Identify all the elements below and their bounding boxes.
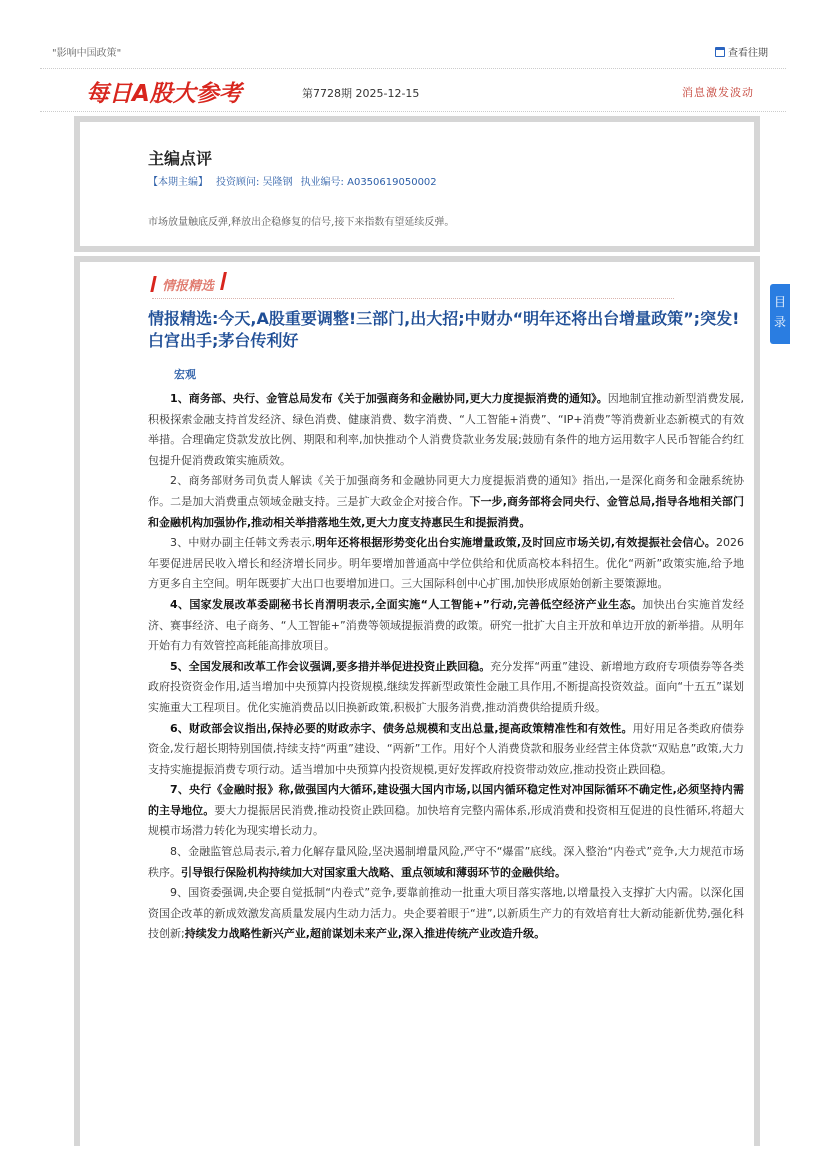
editor-role: 【本期主编】 [148,177,208,188]
article-body [148,389,744,945]
tag-bar-right [220,272,227,290]
paragraph-3-text-a: 3、中财办副主任韩文秀表示, [170,536,316,550]
section-tag [152,272,672,296]
paragraph-6 [148,719,744,781]
editor-panel [74,116,760,252]
paragraph-7-text: 要大力提振居民消费,推动投资止跌回稳。加快培育完整内需体系,形成消费和投资相互促进的良性循环,将超大规模市场潜力转化为现实增长动力。 [148,803,744,838]
paragraph-2-bold: 下一步,商务部将会同央行、金管总局,指导各地相关部门和金融机构加强协作,推动相关举措落地生效,更大力度支持惠民生和提振消费。 [148,494,745,529]
source-label: "影响中国政策" [52,48,122,59]
paragraph-8-bold: 引导银行保险机构持续加大对国家重大战略、重点领域和薄弱环节的金融供给。 [181,865,566,879]
brand-tagline: 消息激发波动 [682,86,754,99]
paragraph-1-bold: 1、商务部、央行、金管总局发布《关于加强商务和金融协同,更大力度提振消费的通知》。 [170,392,608,405]
paragraph-4-bold: 4、国家发展改革委副秘书长肖渭明表示,全面实施“人工智能+”行动,完善低空经济产业生态。 [170,597,643,611]
sub-heading-macro: 宏观 [174,368,196,381]
paragraph-7-bold: 7、央行《金融时报》称,做强国内大循环,建设强大国内市场,以国内循环稳定性对冲国际循环不确定性,必须坚持内需的主导地位。 [148,783,744,817]
paragraph-4-text: 加快出台实施首发经济、赛事经济、电子商务、“人工智能+”消费等领域提振消费的政策。研究一批扩大自主开放和单边开放的新举措。从明年开始有力有效管控高耗能高排放项目。 [148,597,744,653]
paragraph-9-text: 9、国资委强调,央企要自觉抵制“内卷式”竞争,要靠前推动一批重大项目落实落地,以增量投入支撑扩大内需。以深化国资国企改革的新成效激发高质量发展内生动力活力。央企要着眼于“进”,以新质生产力的有效培育壮大新动能新优势,强化科技创新; [148,886,744,941]
article-title: 情报精选:今天,A股重要调整!三部门,出大招;中财办“明年还将出台增量政策”;突发!白宫出手;茅台传利好 [148,309,740,350]
paragraph-5 [148,657,744,719]
calendar-icon [715,47,725,57]
editor-comment: 市场放量触底反弹,释放出企稳修复的信号,接下来指数有望延续反弹。 [148,217,455,228]
paragraph-8-text: 8、金融监管总局表示,着力化解存量风险,坚决遏制增量风险,严守不“爆雷”底线。深入整治“内卷式”竞争,大力规范市场秩序。 [148,845,744,879]
paragraph-9 [148,883,744,945]
brand-header [40,68,786,112]
paragraph-5-bold: 5、全国发展和改革工作会议强调,要多措并举促进投资止跌回稳。 [170,659,491,673]
paragraph-6-text: 用好用足各类政府债券资金,发行超长期特别国债,持续支持“两重”建设、“两新”工作。用好个人消费贷款和服务业经营主体贷款“双贴息”政策,大力支持实施提振消费专项行动。适当增加中央预算内投资规模,更好发挥政府投资带动效应,推动投资止跌回稳。 [148,721,745,776]
brand-logo: 每日A股大参考 [86,81,242,107]
view-past-label: 查看往期 [728,48,768,59]
editor-meta [148,173,445,188]
paragraph-3 [148,533,744,595]
view-past-link[interactable] [715,44,768,59]
paragraph-2-text: 2、商务部财务司负责人解读《关于加强商务和金融协同更大力度提振消费的通知》指出,一是深化商务和金融系统协作。二是加大消费重点领域金融支持。三是扩大政金企对接合作。 [148,474,744,508]
editor-advisor: 投资顾问: 吴隆钢 [216,177,293,188]
tag-divider [152,298,674,299]
issue-info: 第7728期 2025-12-15 [302,87,420,100]
paragraph-7 [148,780,744,842]
paragraph-3-text-b: 2026年要促进居民收入增长和经济增长同步。明年要增加普通高中学位供给和优质高校本科招生。优化“两新”政策实施,给予地方更多自主空间。明年既要扩大出口也要增加进口。三大国际科创中心扩围,加快形成原始创新主要策源地。 [148,536,745,591]
tag-bar [150,276,156,292]
paragraph-1 [148,389,744,471]
editor-title: 主编点评 [148,149,213,168]
paragraph-8 [148,842,744,883]
paragraph-6-bold: 6、财政部会议指出,保持必要的财政赤字、债务总规模和支出总量,提高政策精准性和有效性。 [170,721,633,735]
paragraph-9-bold: 持续发力战略性新兴产业,超前谋划未来产业,深入推进传统产业改造升级。 [184,927,546,941]
paragraph-2 [148,471,744,533]
top-bar [0,0,826,62]
paragraph-5-text: 充分发挥“两重”建设、新增地方政府专项债券等各类政府投资资金作用,适当增加中央预算内投资规模,继续发挥新型政策性金融工具作用,不断提高投资效益。面向“十五五”谋划实施重大工程项目。优化实施消费品以旧换新政策,积极扩大服务消费,推动消费供给提质升级。 [148,659,744,714]
section-tag-label: 情报精选 [162,279,215,294]
toc-tab[interactable]: 目录 [770,284,790,344]
intel-panel [74,256,760,1146]
paragraph-4 [148,595,744,657]
paragraph-3-bold: 明年还将根据形势变化出台实施增量政策,及时回应市场关切,有效提振社会信心。 [315,536,717,550]
paragraph-1-text: 因地制宜推动新型消费发展,积极探索金融支持首发经济、绿色消费、健康消费、数字消费、“人工智能+消费”、“IP+消费”等消费新业态新模式的有效举措。合理确定贷款发放比例、期限和利率,加快推动个人消费贷款业务发展;鼓励有条件的地方运用数字人民币智能合约红包提升促消费政策实施质效。 [148,392,744,467]
editor-license: 执业编号: A0350619050002 [300,177,437,188]
